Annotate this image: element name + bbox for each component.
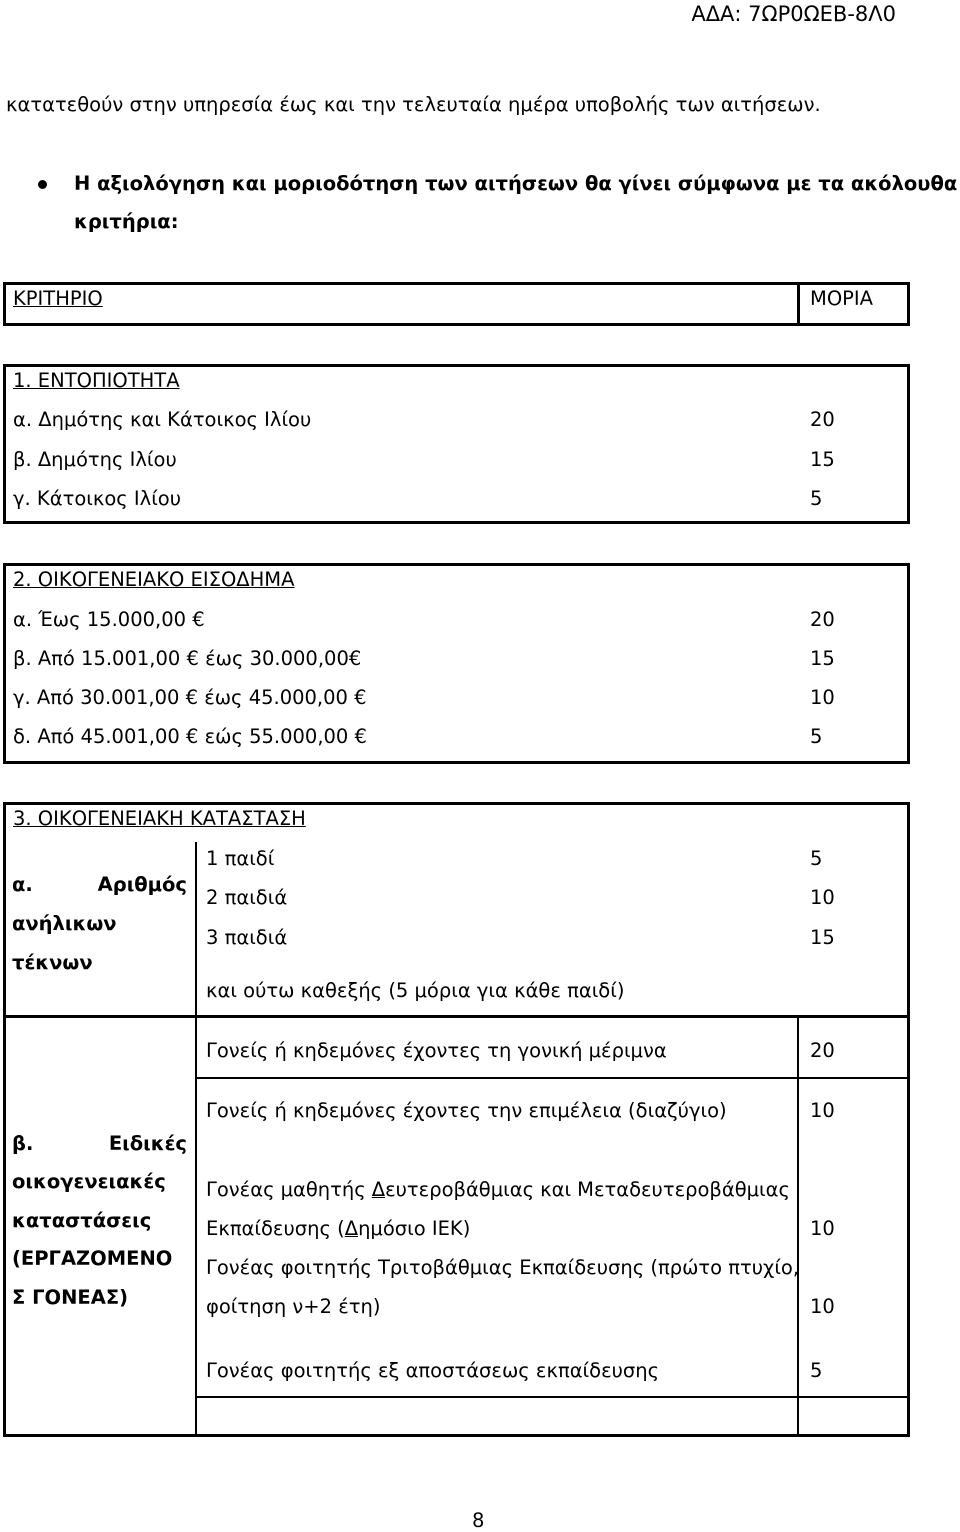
special-row-3-word-3: Δευτεροβάθμιας [371, 1178, 535, 1201]
children-label-letter: α. [12, 873, 33, 896]
special-label-word: Ειδικές [108, 1132, 187, 1155]
special-label-line-5: Σ ΓΟΝΕΑΣ) [12, 1286, 129, 1309]
special-label-letter: β. [12, 1132, 34, 1155]
children-row-1: 1 παιδί [206, 847, 275, 870]
residency-points-b: 15 [810, 448, 835, 471]
children-label-line-2: ανήλικων [12, 912, 117, 935]
section-3b-row-divider-2 [195, 1396, 910, 1398]
special-points-2: 10 [810, 1099, 835, 1122]
special-points-4: 10 [810, 1295, 835, 1318]
special-row-2: Γονείς ή κηδεμόνες έχοντες την επιμέλεια (διαζύγιο) [206, 1099, 727, 1122]
income-points-b: 15 [810, 647, 835, 670]
points-header: ΜΟΡΙΑ [810, 287, 874, 310]
children-points-3: 15 [810, 926, 835, 949]
income-row-b: β. Από 15.001,00 € έως 30.000,00€ [13, 647, 362, 670]
children-label-line-3: τέκνων [12, 951, 93, 974]
page-number: 8 [472, 1509, 485, 1532]
residency-points-a: 20 [810, 408, 835, 431]
criterion-header: ΚΡΙΤΗΡΙΟ [13, 287, 103, 310]
income-points-c: 10 [810, 686, 835, 709]
special-points-1: 20 [810, 1039, 835, 1062]
special-row-3-word-5: Μεταδευτεροβάθμιας [577, 1178, 790, 1201]
residency-row-c: γ. Κάτοικος Ιλίου [13, 487, 182, 510]
special-label-line-3: καταστάσεις [12, 1209, 152, 1232]
header-divider [797, 282, 800, 326]
special-row-4-line-2: φοίτηση ν+2 έτη) [206, 1295, 381, 1318]
children-row-2: 2 παιδιά [206, 886, 288, 909]
bullet-icon [38, 180, 47, 189]
children-points-1: 5 [810, 847, 823, 870]
section-2-title: 2. ΟΙΚΟΓΕΝΕΙΑΚΟ ΕΙΣΟΔΗΜΑ [13, 568, 295, 591]
section-1-title: 1. ΕΝΤΟΠΙΟΤΗΤΑ [13, 369, 180, 392]
children-note: και ούτω καθεξής (5 μόρια για κάθε παιδί) [206, 979, 625, 1002]
children-points-2: 10 [810, 886, 835, 909]
bullet-line-2: κριτήρια: [74, 210, 179, 233]
section-3b-row-divider-1 [195, 1077, 910, 1079]
residency-points-c: 5 [810, 487, 823, 510]
income-row-d: δ. Από 45.001,00 € εώς 55.000,00 € [13, 725, 367, 748]
residency-row-b: β. Δημότης Ιλίου [13, 448, 177, 471]
special-row-3-line-1 [206, 1178, 790, 1201]
special-label-line-4: (ΕΡΓΑΖΟΜΕΝΟ [12, 1247, 173, 1270]
special-row-1: Γονείς ή κηδεμόνες έχοντες τη γονική μέριμνα [206, 1039, 667, 1062]
children-label-first-line [12, 873, 187, 896]
intro-text: κατατεθούν στην υπηρεσία έως και την τελευταία ημέρα υποβολής των αιτήσεων. [6, 93, 821, 116]
special-row-4-line-1: Γονέας φοιτητής Τριτοβάθμιας Εκπαίδευσης (πρώτο πτυχίο, [206, 1256, 800, 1279]
residency-row-a: α. Δημότης και Κάτοικος Ιλίου [13, 408, 312, 431]
children-row-3: 3 παιδιά [206, 926, 288, 949]
income-row-c: γ. Από 30.001,00 € έως 45.000,00 € [13, 686, 367, 709]
income-row-a: α. Έως 15.000,00 € [13, 608, 205, 631]
section-3-title: 3. ΟΙΚΟΓΕΝΕΙΑΚΗ ΚΑΤΑΣΤΑΣΗ [13, 807, 306, 830]
special-row-3-line-2: Εκπαίδευσης (Δημόσιο ΙΕΚ) [206, 1217, 471, 1240]
special-label-first-line [12, 1132, 187, 1155]
section-3a-vertical-left [195, 842, 197, 1016]
section-3-divider [3, 1015, 910, 1018]
criteria-header-table [3, 282, 910, 326]
special-label-line-2: οικογενειακές [12, 1170, 166, 1193]
special-row-3-word-1: Γονέας [206, 1178, 275, 1201]
special-points-3: 10 [810, 1217, 835, 1240]
income-points-d: 5 [810, 725, 823, 748]
special-row-5: Γονέας φοιτητής εξ αποστάσεως εκπαίδευσης [206, 1359, 660, 1382]
document-code: ΑΔΑ: 7ΩΡ0ΩΕΒ-8Λ0 [691, 2, 896, 26]
special-points-5: 5 [810, 1359, 823, 1382]
bullet-line-1: Η αξιολόγηση και μοριοδότηση των αιτήσεων θα γίνει σύμφωνα με τα ακόλουθα [74, 172, 958, 195]
special-row-3-word-4: και [540, 1178, 572, 1201]
special-row-3-word-2: μαθητής [280, 1178, 366, 1201]
income-points-a: 20 [810, 608, 835, 631]
children-label-word: Αριθμός [97, 873, 187, 896]
